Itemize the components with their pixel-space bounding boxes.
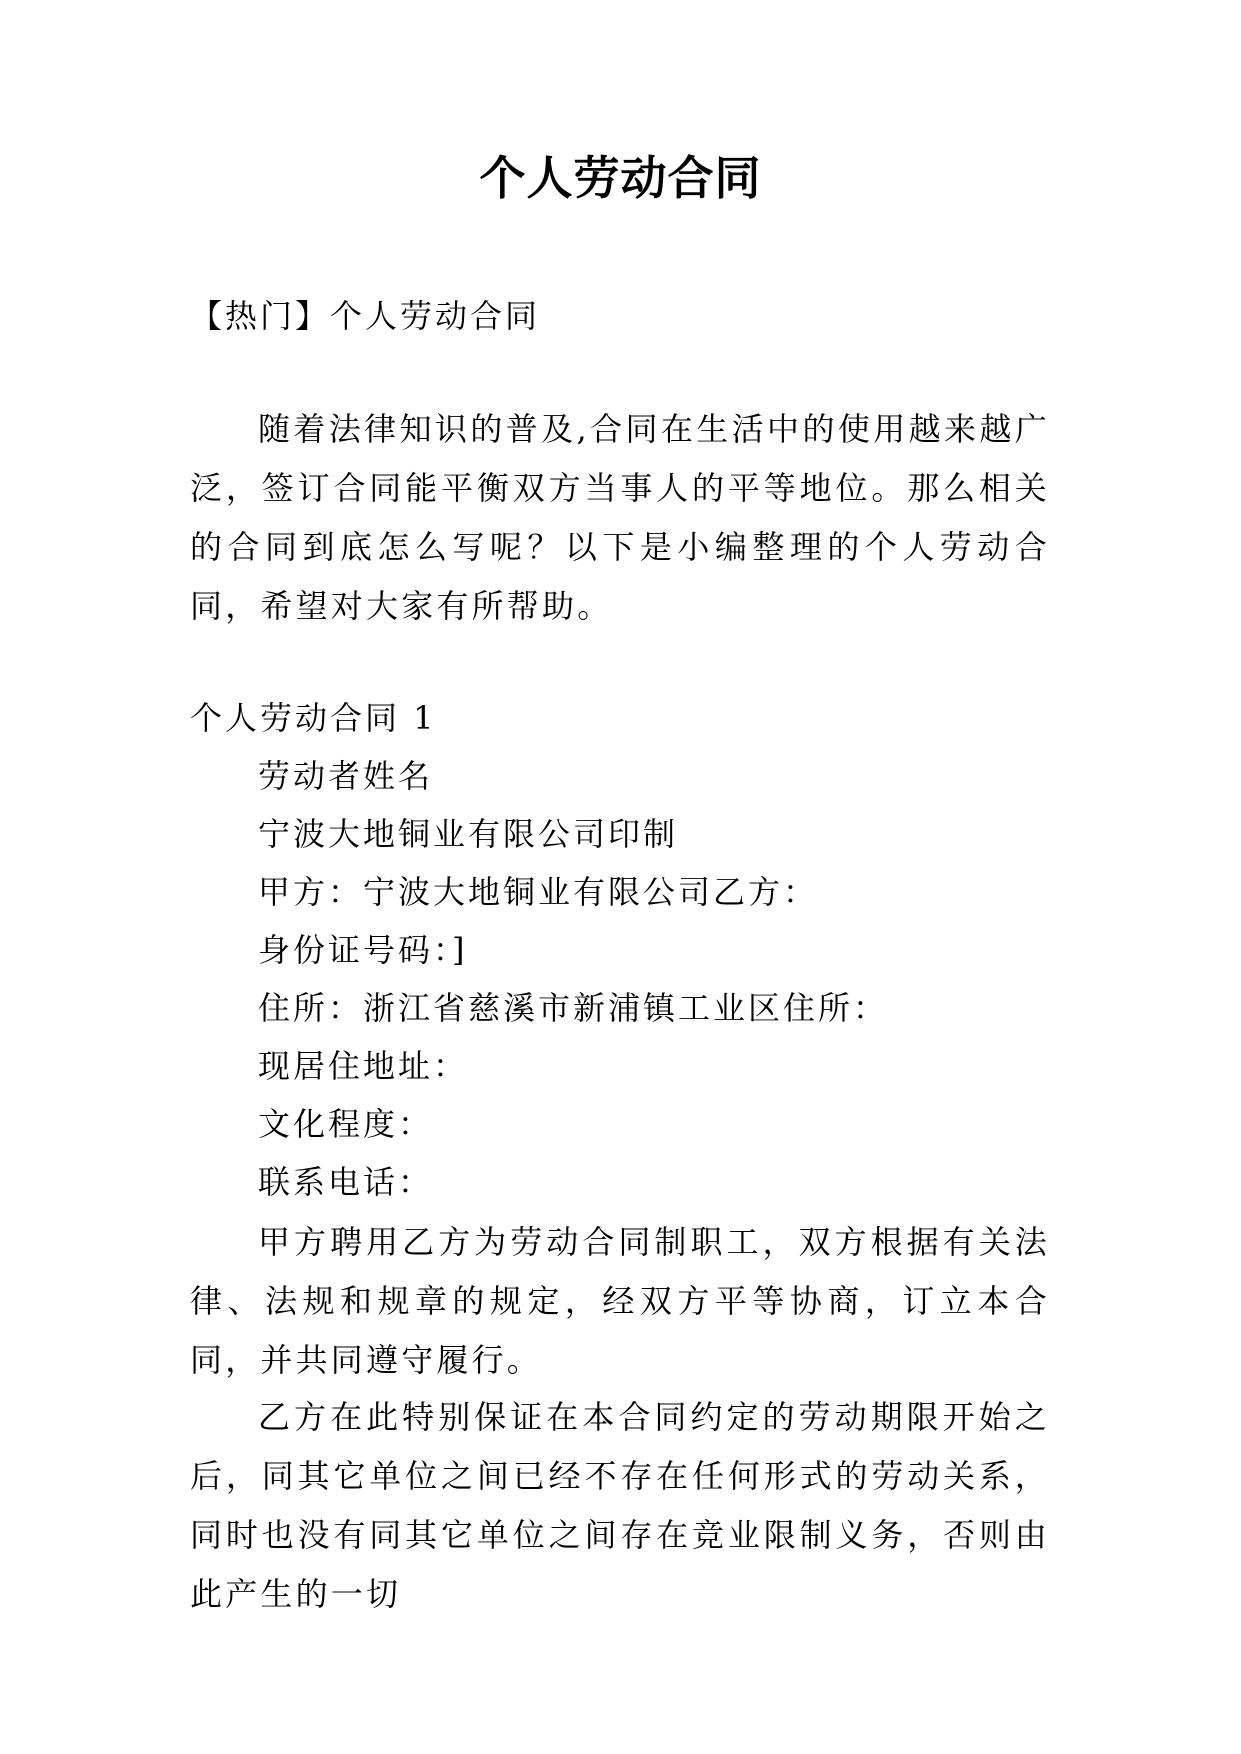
field-worker-name: 劳动者姓名 <box>258 757 434 795</box>
field-phone: 联系电话： <box>258 1163 434 1201</box>
field-current-address: 现居住地址： <box>258 1047 469 1085</box>
field-id-number: 身份证号码：] <box>258 931 468 969</box>
body-paragraph-2: 乙方在此特别保证在本合同约定的劳动期限开始之后，同其它单位之间已经不存在任何形式的劳动关系，同时也没有同其它单位之间存在竞业限制义务，否则由此产生的一切 <box>190 1398 1050 1613</box>
field-address: 住所：浙江省慈溪市新浦镇工业区住所： <box>258 989 889 1027</box>
field-education: 文化程度： <box>258 1105 434 1143</box>
field-parties: 甲方：宁波大地铜业有限公司乙方： <box>258 873 819 911</box>
section-heading: 个人劳动合同 1 <box>190 699 437 737</box>
document-title: 个人劳动合同 <box>479 151 762 205</box>
body-paragraph-1: 甲方聘用乙方为劳动合同制职工，双方根据有关法律、法规和规章的规定，经双方平等协商，订立本合同，并共同遵守履行。 <box>190 1223 1050 1379</box>
document-subtitle: 【热门】个人劳动合同 <box>190 297 541 335</box>
intro-paragraph: 随着法律知识的普及,合同在生活中的使用越来越广泛，签订合同能平衡双方当事人的平等地位。那么相关的合同到底怎么写呢？以下是小编整理的个人劳动合同，希望对大家有所帮助。 <box>190 410 1050 625</box>
field-printed-by: 宁波大地铜业有限公司印制 <box>258 815 679 853</box>
